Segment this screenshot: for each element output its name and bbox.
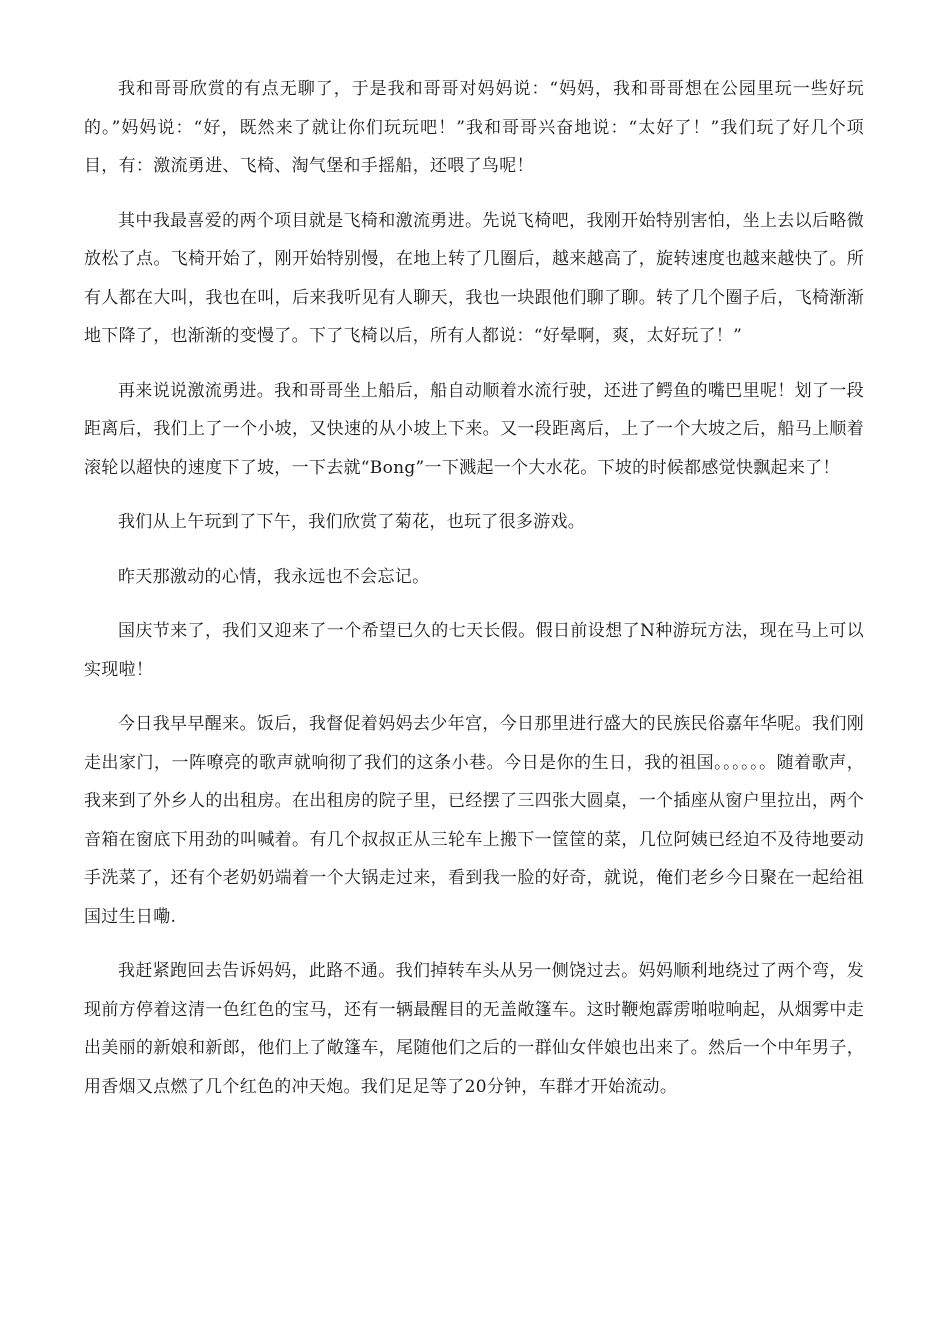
paragraph-8: 我赶紧跑回去告诉妈妈，此路不通。我们掉转车头从另一侧饶过去。妈妈顺利地绕过了两个弯，发现前方停着这清一色红色的宝马，还有一辆最醒目的无盖敞篷车。这时鞭炮霹雳啪啦响起，从烟雾中走出美丽的新娘和新郎，他们上了敞篷车，尾随他们之后的一群仙女伴娘也出来了。然后一个中年男子，用香烟又点燃了几个红色的冲天炮。我们足足等了20分钟，车群才开始流动。 xyxy=(84,961,864,1097)
paragraph-3: 再来说说激流勇进。我和哥哥坐上船后，船自动顺着水流行驶，还进了鳄鱼的嘴巴里呢！划了一段距离后，我们上了一个小坡，又快速的从小坡上下来。又一段距离后，上了一个大坡之后，船马上顺着滚轮以超快的速度下了坡，一下去就“Bong”一下溅起一个大水花。下坡的时候都感觉快飘起来了！ xyxy=(84,380,864,478)
paragraph-4: 我们从上午玩到了下午，我们欣赏了菊花，也玩了很多游戏。 xyxy=(118,512,586,532)
paragraph-7: 今日我早早醒来。饭后，我督促着妈妈去少年宫，今日那里进行盛大的民族民俗嘉年华呢。我们刚走出家门，一阵嘹亮的歌声就响彻了我们的这条小巷。今日是你的生日，我的祖国。。。。。。随着歌声，我来到了外乡人的出租房。在出租房的院子里，已经摆了三四张大圆桌，一个插座从窗户里拉出，两个音箱在窗底下用劲的叫喊着。有几个叔叔正从三轮车上搬下一筐筐的菜，几位阿姨已经迫不及待地要动手洗菜了，还有个老奶奶端着一个大锅走过来，看到我一脸的好奇，就说，俺们老乡今日聚在一起给祖国过生日嘞. xyxy=(84,714,864,927)
paragraph-1: 我和哥哥欣赏的有点无聊了，于是我和哥哥对妈妈说：“妈妈，我和哥哥想在公园里玩一些好玩的。”妈妈说：“好，既然来了就让你们玩玩吧！”我和哥哥兴奋地说：“太好了！”我们玩了好几个项目，有：激流勇进、飞椅、淘气堡和手摇船，还喂了鸟呢！ xyxy=(84,79,864,176)
paragraph-6: 国庆节来了，我们又迎来了一个希望已久的七天长假。假日前设想了N种游玩方法，现在马上可以实现啦！ xyxy=(84,621,864,680)
paragraph-5: 昨天那激动的心情，我永远也不会忘记。 xyxy=(118,566,430,587)
paragraph-2: 其中我最喜爱的两个项目就是飞椅和激流勇进。先说飞椅吧，我刚开始特别害怕，坐上去以后略微放松了点。飞椅开始了，刚开始特别慢，在地上转了几圈后，越来越高了，旋转速度也越来越快了。所有人都在大叫，我也在叫，后来我听见有人聊天，我也一块跟他们聊了聊。转了几个圈子后，飞椅渐渐地下降了，也渐渐的变慢了。下了飞椅以后，所有人都说：“好晕啊，爽，太好玩了！” xyxy=(84,210,864,346)
